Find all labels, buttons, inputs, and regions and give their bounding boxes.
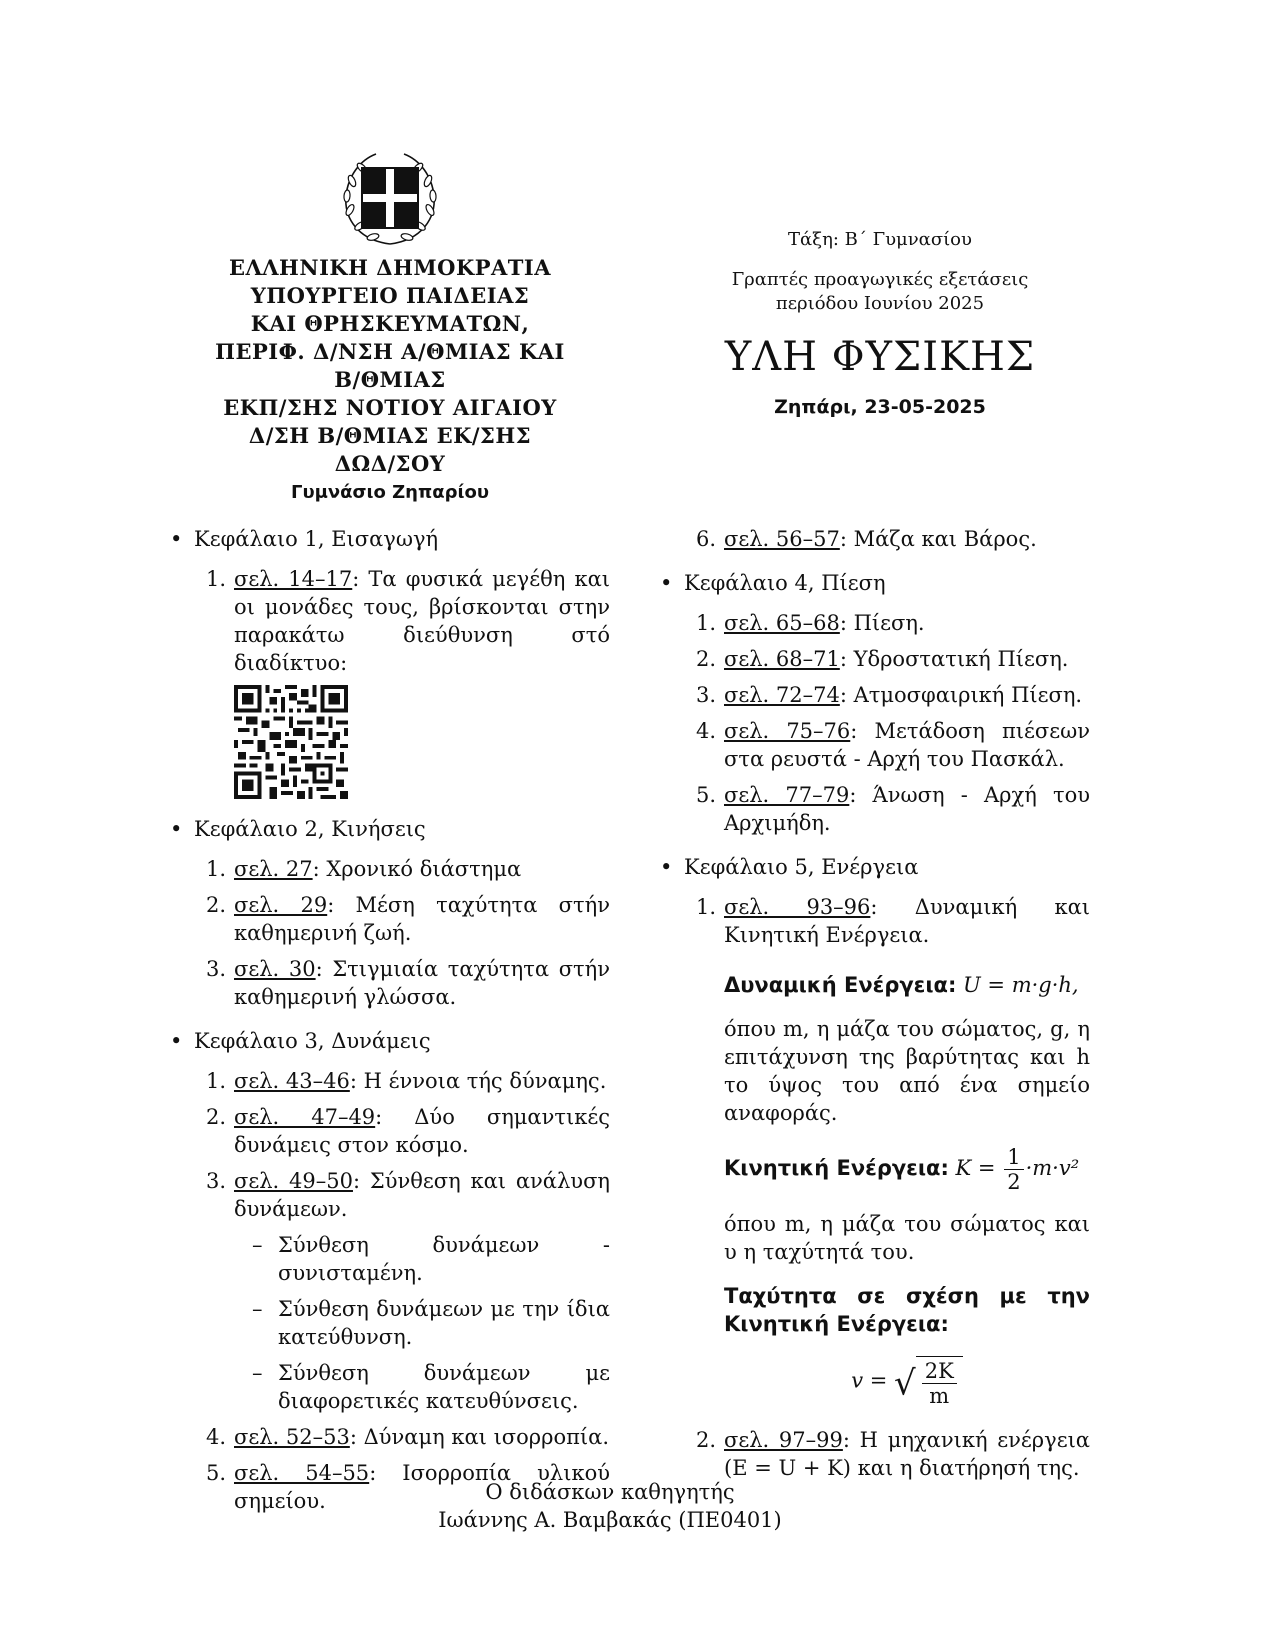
item-text: : Η έννοια τής δύναμης. <box>349 1069 607 1093</box>
page-ref: σελ. 14–17 <box>234 567 353 591</box>
chapter-5-list <box>660 893 1090 949</box>
chapter-3-list <box>170 1067 610 1515</box>
page-ref: σελ. 54–55 <box>234 1461 370 1485</box>
item-number: 2. <box>696 1428 717 1452</box>
item-text: : Δυναμική και Κινητική Ενέργεια. <box>724 895 1090 947</box>
item-number: 3. <box>206 1169 227 1193</box>
item-number: 1. <box>696 895 717 919</box>
item-number: 6. <box>696 527 717 551</box>
sub-list-item: – Σύνθεση δυνάμεων με την ίδια κατεύθυνση. <box>234 1295 610 1351</box>
item-text: : Σύνθεση και ανάλυση δυνάμεων. <box>234 1169 610 1221</box>
subject-title: ΥΛΗ ΦΥΣΙΚΗΣ <box>724 334 1036 380</box>
speed-fraction <box>922 1359 957 1408</box>
fraction-numerator: 1 <box>1004 1145 1023 1170</box>
exam-info-block <box>700 228 1060 418</box>
date-line: Ζηπάρι, 23-05-2025 <box>774 396 986 418</box>
list-item <box>170 565 610 799</box>
item-text: : Η μηχανική ενέργεια (E = U + K) και η διατήρησή της. <box>724 1428 1090 1480</box>
greek-republic-emblem <box>340 148 440 248</box>
page-ref: σελ. 30 <box>234 957 316 981</box>
page-ref: σελ. 65–68 <box>724 611 840 635</box>
page-ref: σελ. 47–49 <box>234 1105 376 1129</box>
list-item <box>170 1103 610 1159</box>
item-number: 4. <box>696 719 717 743</box>
kinetic-energy-lhs: K = <box>955 1156 996 1180</box>
list-item <box>170 1423 610 1451</box>
qr-code <box>234 685 348 799</box>
exam-line-2: περιόδου Ιουνίου 2025 <box>775 293 985 314</box>
item-text: : Μάζα και Βάρος. <box>839 527 1037 551</box>
exam-line-1: Γραπτές προαγωγικές εξετάσεις <box>731 269 1029 290</box>
list-item <box>660 525 1090 553</box>
item-number: 3. <box>696 683 717 707</box>
ministry-line-4: ΠΕΡΙΦ. Δ/ΝΣΗ Α/ΘΜΙΑΣ ΚΑΙ <box>215 339 565 364</box>
item-text: : Πίεση. <box>839 611 925 635</box>
list-item <box>660 893 1090 949</box>
item-text: : Χρονικό διάστημα <box>312 857 522 881</box>
list-item <box>660 645 1090 673</box>
chapter-5-title: • Κεφάλαιο 5, Ενέργεια <box>660 853 1090 881</box>
chapter-5-list-continued <box>660 1426 1090 1482</box>
item-number: 4. <box>206 1425 227 1449</box>
sub-list-item: – Σύνθεση δυνάμεων με διαφορετικές κατευθύνσεις. <box>234 1359 610 1415</box>
ministry-line-6: ΕΚΠ/ΣΗΣ ΝΟΤΙΟΥ ΑΙΓΑΙΟΥ <box>223 395 557 420</box>
page-ref: σελ. 72–74 <box>724 683 840 707</box>
chapter-4-list <box>660 609 1090 837</box>
teacher-title: Ο διδάσκων καθηγητής <box>485 1480 735 1504</box>
list-item <box>170 891 610 947</box>
ministry-line-3: ΚΑΙ ΘΡΗΣΚΕΥΜΑΤΩΝ, <box>250 311 530 336</box>
list-item <box>660 609 1090 637</box>
sub-list <box>234 1231 610 1415</box>
page-ref: σελ. 56–57 <box>724 527 840 551</box>
list-item <box>170 955 610 1011</box>
page-ref: σελ. 75–76 <box>724 719 851 743</box>
page-ref: σελ. 27 <box>234 857 313 881</box>
page-ref: σελ. 29 <box>234 893 328 917</box>
list-item <box>170 1167 610 1415</box>
page-ref: σελ. 93–96 <box>724 895 871 919</box>
teacher-name: Ιωάννης Α. Βαμβακάς (ΠΕ0401) <box>438 1508 782 1532</box>
item-number: 2. <box>696 647 717 671</box>
list-item <box>660 1426 1090 1482</box>
potential-energy-label: Δυναμική Ενέργεια: <box>724 973 957 997</box>
signature-block <box>0 1478 1220 1534</box>
issuer-block <box>180 148 600 506</box>
item-number: 1. <box>206 857 227 881</box>
speed-formula <box>660 1356 1090 1408</box>
square-root <box>894 1356 963 1408</box>
item-text: : Ατμοσφαιρική Πίεση. <box>839 683 1083 707</box>
item-text: : Υδροστατική Πίεση. <box>839 647 1069 671</box>
kinetic-energy-label: Κινητική Ενέργεια: <box>724 1156 949 1180</box>
item-number: 2. <box>206 893 227 917</box>
item-text: : Δύο σημαντικές δυνάμεις στον κόσμο. <box>234 1105 610 1157</box>
right-column <box>660 525 1090 1498</box>
class-label: Τάξη: Β΄ Γυμνασίου <box>788 229 972 250</box>
item-text: : Τα φυσικά μεγέθη και οι μονάδες τους, βρίσκονται στην παρακάτω διεύθυνση στό διαδίκτυο: <box>234 567 610 675</box>
item-text: : Δύναμη και ισορροπία. <box>349 1425 610 1449</box>
page-ref: σελ. 77–79 <box>724 783 850 807</box>
page-ref: σελ. 43–46 <box>234 1069 350 1093</box>
ministry-line-8: ΔΩΔ/ΣΟΥ <box>334 451 446 476</box>
item-number: 2. <box>206 1105 227 1129</box>
kinetic-energy-formula <box>660 1145 1090 1194</box>
page-ref: σελ. 49–50 <box>234 1169 353 1193</box>
one-half-fraction <box>1004 1145 1023 1194</box>
list-item <box>170 855 610 883</box>
ministry-line-1: ΕΛΛΗΝΙΚΗ ΔΗΜΟΚΡΑΤΙΑ <box>228 255 552 280</box>
fraction-denominator: m <box>929 1384 950 1408</box>
item-number: 1. <box>206 1069 227 1093</box>
item-number: 5. <box>206 1461 227 1485</box>
item-text: : Ισορροπία υλικού σημείου. <box>234 1461 610 1513</box>
left-column <box>170 525 610 1531</box>
item-text: : Μετάδοση πιέσεων στα ρευστά - Αρχή του Πασκάλ. <box>724 719 1090 771</box>
page-ref: σελ. 52–53 <box>234 1425 350 1449</box>
potential-energy-description: όπου m, η μάζα του σώματος, g, η επιτάχυνση της βαρύτητας και h το ύψος του από ένα σημείο αναφοράς. <box>724 1017 1090 1125</box>
page-ref: σελ. 68–71 <box>724 647 840 671</box>
chapter-1-list <box>170 565 610 799</box>
kinetic-energy-description: όπου m, η μάζα του σώματος και υ η ταχύτητά του. <box>724 1212 1090 1264</box>
ministry-line-7: Δ/ΣΗ Β/ΘΜΙΑΣ ΕΚ/ΣΗΣ <box>248 423 532 448</box>
chapter-3-continued-list <box>660 525 1090 553</box>
potential-energy-equation: U = m·g·h, <box>963 973 1079 997</box>
item-number: 5. <box>696 783 717 807</box>
item-text: : Άνωση - Αρχή του Αρχιμήδη. <box>724 783 1090 835</box>
ministry-line-5: Β/ΘΜΙΑΣ <box>334 367 446 392</box>
list-item <box>660 717 1090 773</box>
item-number: 3. <box>206 957 227 981</box>
chapter-3-title: • Κεφάλαιο 3, Δυνάμεις <box>170 1027 610 1055</box>
speed-heading: Ταχύτητα σε σχέση με την Κινητική Ενέργεια: <box>724 1284 1090 1336</box>
potential-energy-formula <box>660 971 1090 999</box>
school-name: Γυμνάσιο Ζηπαρίου <box>290 482 490 503</box>
chapter-1-title: • Κεφάλαιο 1, Εισαγωγή <box>170 525 610 553</box>
chapter-2-list <box>170 855 610 1011</box>
fraction-numerator: 2K <box>922 1359 957 1384</box>
speed-lhs: v = <box>851 1368 888 1393</box>
radical-sign-icon: √ <box>894 1363 916 1404</box>
ministry-line-2: ΥΠΟΥΡΓΕΙΟ ΠΑΙΔΕΙΑΣ <box>250 283 530 308</box>
item-text: : Στιγμιαία ταχύτητα στήν καθημερινή γλώσσα. <box>234 957 610 1009</box>
list-item <box>660 781 1090 837</box>
kinetic-energy-rhs: ·m·v² <box>1025 1156 1080 1180</box>
list-item <box>660 681 1090 709</box>
page-ref: σελ. 97–99 <box>724 1428 843 1452</box>
fraction-denominator: 2 <box>1007 1170 1021 1194</box>
list-item <box>170 1067 610 1095</box>
chapter-2-title: • Κεφάλαιο 2, Κινήσεις <box>170 815 610 843</box>
item-text: : Μέση ταχύτητα στήν καθημερινή ζωή. <box>234 893 610 945</box>
sub-list-item: – Σύνθεση δυνάμεων - συνισταμένη. <box>234 1231 610 1287</box>
item-number: 1. <box>696 611 717 635</box>
chapter-4-title: • Κεφάλαιο 4, Πίεση <box>660 569 1090 597</box>
item-number: 1. <box>206 567 227 591</box>
